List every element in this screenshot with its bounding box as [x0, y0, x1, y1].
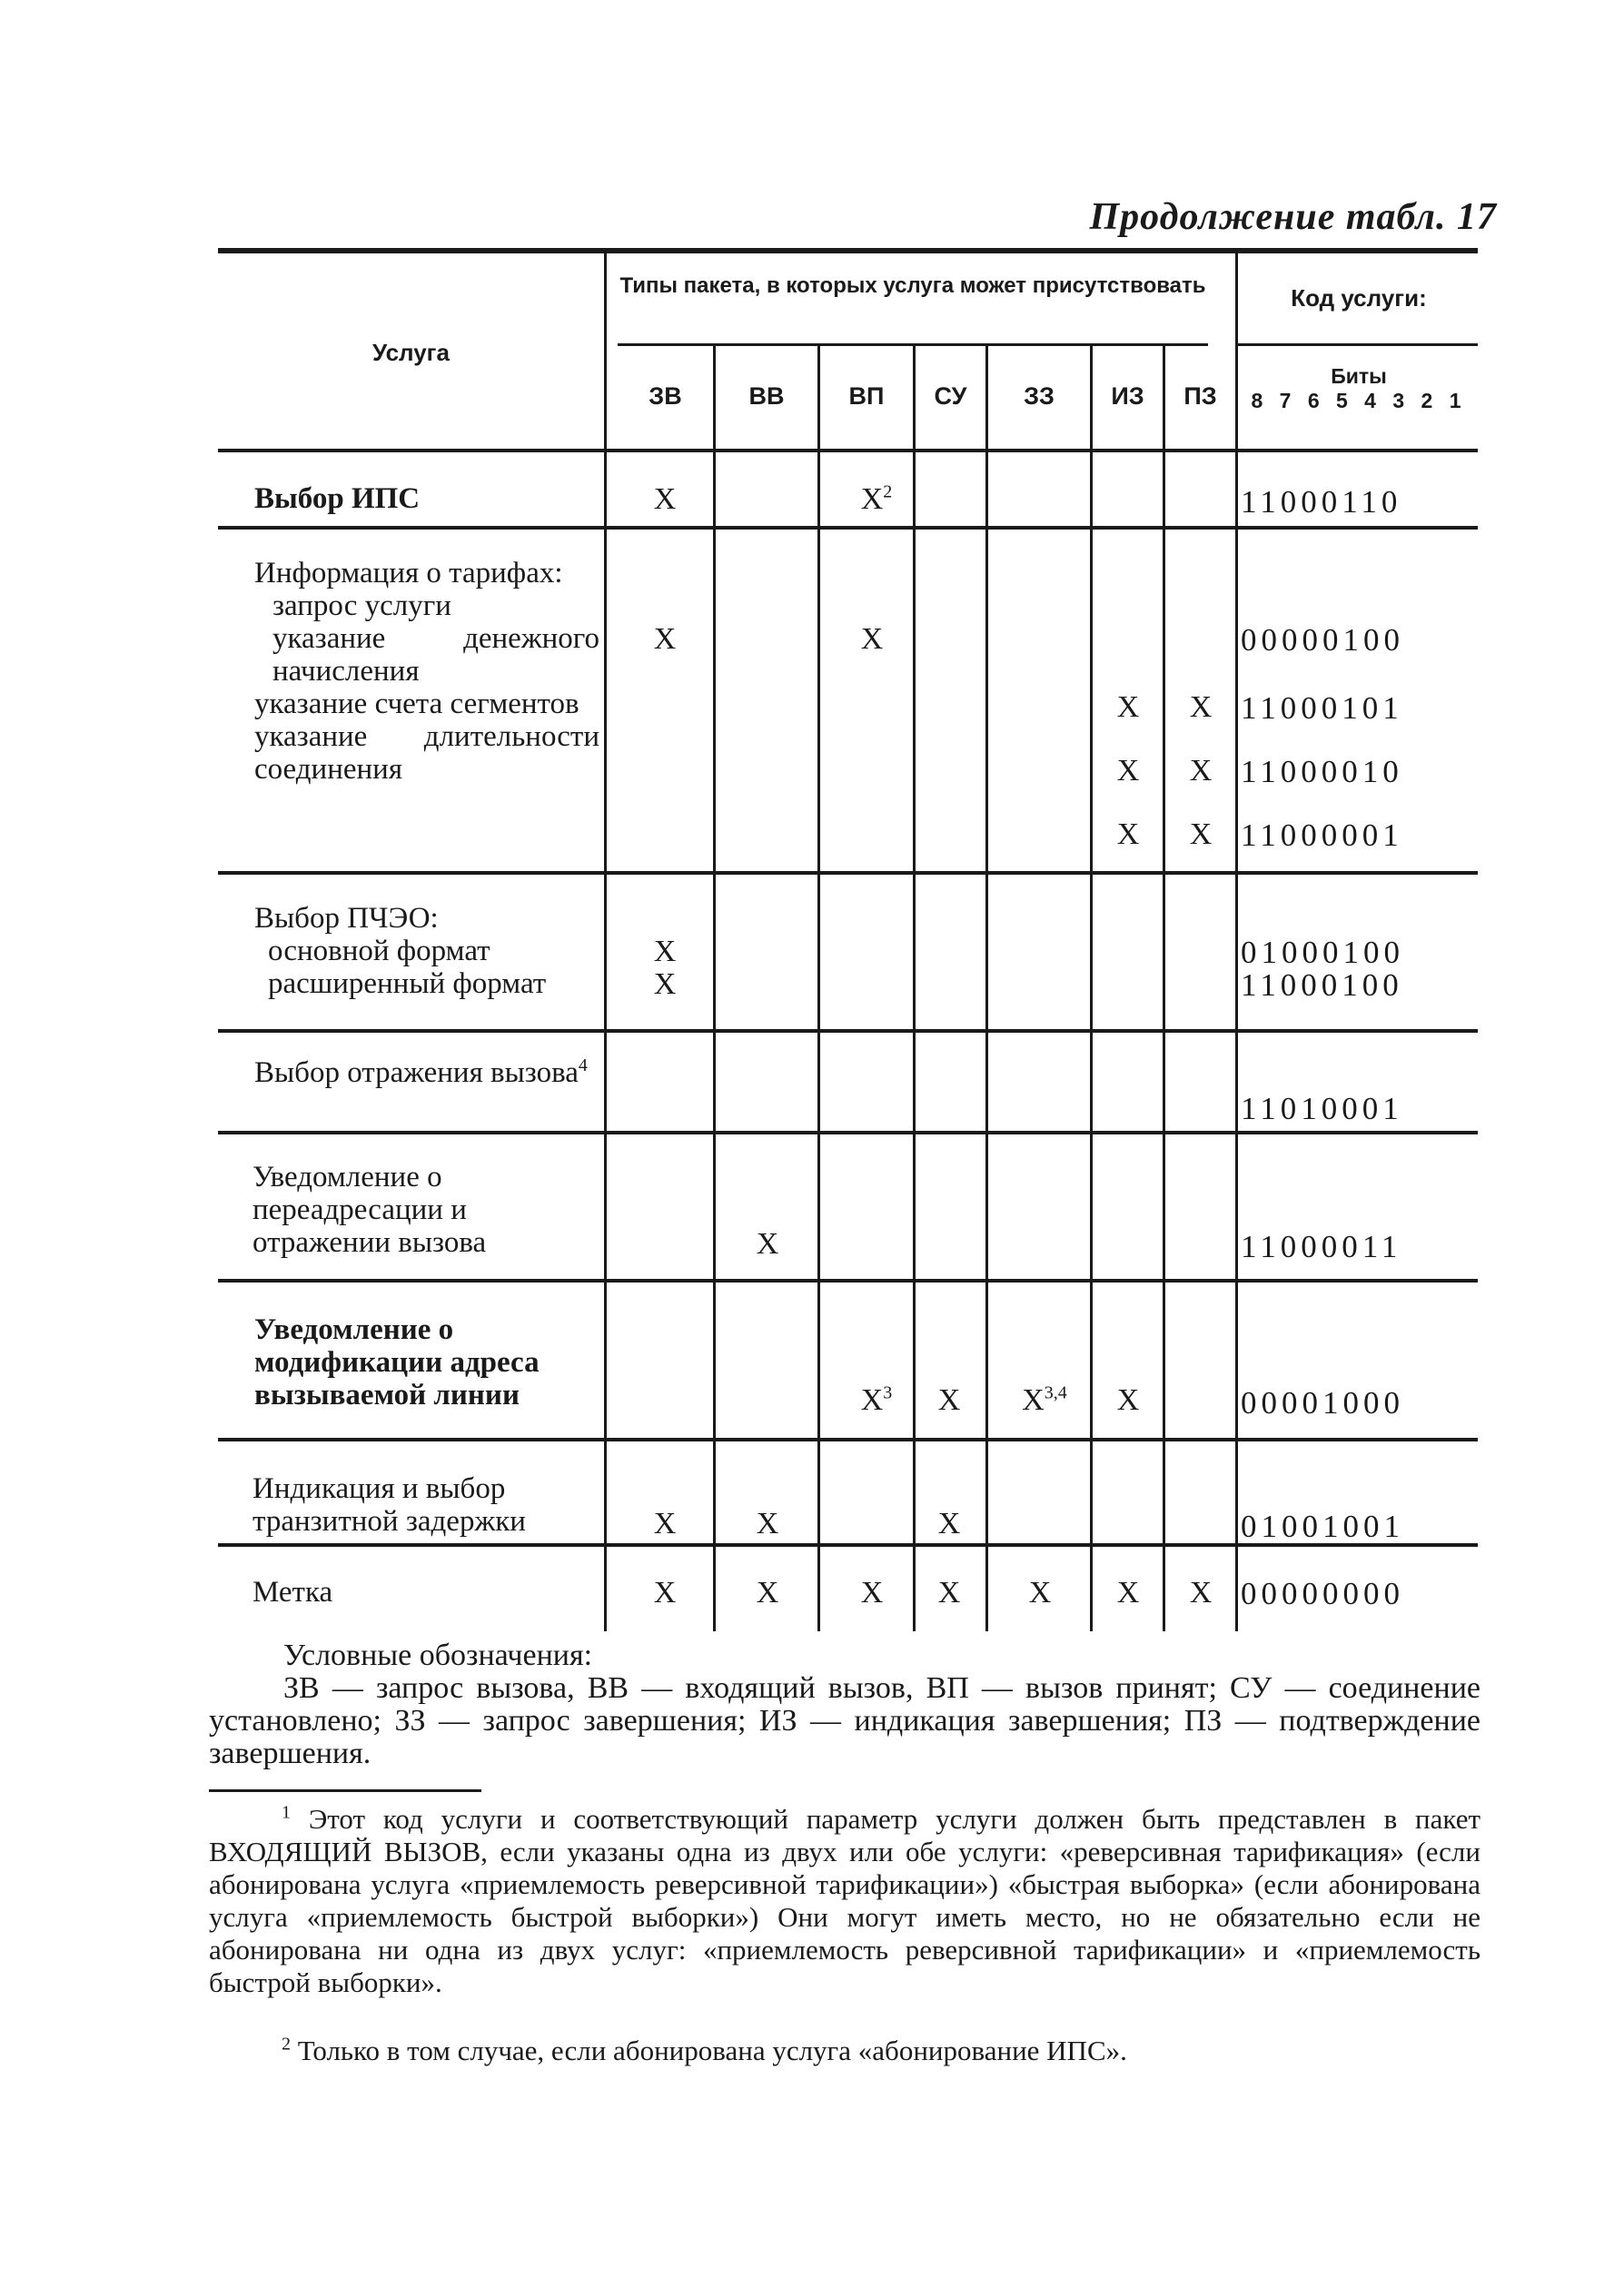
- mark-vp-text: X: [860, 1383, 884, 1417]
- table-row-label: [218, 1472, 599, 1538]
- row-rule: [218, 1438, 1478, 1441]
- footnote-number: 1: [282, 1802, 291, 1823]
- table-top-rule: [218, 248, 1478, 253]
- mark-su: X: [937, 1383, 961, 1417]
- service-code: 11000011: [1241, 1229, 1402, 1264]
- mark-vp-sup: 2: [883, 481, 893, 502]
- mark-iz: X: [1116, 754, 1140, 787]
- legend: [209, 1639, 1480, 1770]
- services-table: [218, 248, 1478, 1631]
- column-separator: [985, 346, 988, 1631]
- mark-pz: X: [1189, 754, 1213, 787]
- table-row-label: [218, 902, 599, 1000]
- service-name: Индикация и выбор транзитной задержки: [253, 1472, 526, 1538]
- header-service: Услуга: [372, 339, 450, 366]
- mark-zz: X: [1028, 1576, 1052, 1609]
- service-code: 00000000: [1241, 1576, 1404, 1611]
- col-header-iz: ИЗ: [1111, 382, 1144, 410]
- service-item: расширенный формат: [268, 967, 547, 1000]
- column-separator: [713, 346, 716, 1631]
- row-rule: [218, 1279, 1478, 1283]
- col-header-zz: ЗЗ: [1024, 382, 1055, 410]
- mark-zz-text: X: [1022, 1383, 1045, 1417]
- bits-label: Биты: [1331, 364, 1387, 388]
- service-item: указание длительности соединения: [254, 720, 599, 786]
- service-code: 11000101: [1241, 690, 1403, 726]
- service-item: запрос услуги: [272, 589, 451, 622]
- table-row-label: [218, 1056, 599, 1089]
- legend-text: ЗВ — запрос вызова, ВВ — входящий вызов, ВП — вызов принят; СУ — соединение установлено; ЗЗ — запрос завершения; ИЗ — индикация завершения; ПЗ — подтверждение завершения.: [209, 1671, 1480, 1770]
- mark-pz: X: [1189, 1576, 1213, 1609]
- mark-zz: [1008, 1383, 1081, 1418]
- table-row-label: [218, 1161, 599, 1259]
- mark-iz: X: [1116, 1383, 1140, 1417]
- service-code: 11010001: [1241, 1091, 1403, 1126]
- column-separator: [1090, 346, 1093, 1631]
- mark-iz: X: [1116, 817, 1140, 851]
- service-name: Уведомление о переадресации и отражении вызова: [253, 1161, 487, 1259]
- column-separator: [604, 248, 607, 1631]
- header-packet-types: Типы пакета, в которых услуга может присутствовать: [619, 273, 1206, 298]
- table-row-label: [218, 1576, 634, 1609]
- footnote-text: Этот код услуги и соответствующий параметр услуги должен быть представлен в пакет ВХОДЯЩИЙ ВЫЗОВ, если указаны одна из двух или обе услуги: «реверсивная тарификация» (если абонирована услуга «приемлемость реверсивной тарификации») «быстрая выборка» (если абонирована услуга «приемлемость быстрой выборки») Они могут иметь место, но не обязательно если не абонирована ни одна из двух услуг: «приемлемость реверсивной тарификации» и «приемлемость быстрой выборки».: [209, 1803, 1480, 1998]
- column-separator: [817, 346, 820, 1631]
- service-name: Выбор отражения вызова: [254, 1056, 579, 1089]
- mark-vv: X: [756, 1576, 779, 1609]
- service-name: Выбор ИПС: [254, 482, 421, 515]
- mark-zv: X: [653, 935, 677, 968]
- row-rule: [218, 1131, 1478, 1134]
- col-header-zv: ЗВ: [649, 382, 682, 410]
- service-item: основной формат: [268, 935, 490, 967]
- table-row-label: [218, 1313, 599, 1411]
- mark-vp: X: [860, 622, 884, 656]
- mark-su: X: [937, 1576, 961, 1609]
- service-item: указание денежного начисления: [272, 622, 599, 688]
- service-name: Информация о тарифах:: [254, 557, 563, 589]
- mark-zv: X: [653, 967, 677, 1001]
- header-bottom-rule: [218, 449, 1478, 452]
- service-code: 00001000: [1241, 1385, 1404, 1421]
- service-code: 01000100: [1241, 935, 1404, 970]
- service-code: 01001001: [1241, 1509, 1404, 1544]
- col-header-pz: ПЗ: [1183, 382, 1217, 410]
- footnote-separator: [209, 1789, 481, 1792]
- service-code: 11000010: [1241, 754, 1403, 789]
- table-row-label: [218, 482, 599, 515]
- mark-zv: X: [653, 482, 677, 516]
- mark-vp: [845, 1383, 908, 1418]
- mark-zv: X: [653, 622, 677, 656]
- service-code: 11000100: [1241, 967, 1403, 1003]
- col-header-su: СУ: [934, 382, 967, 410]
- footnote-number: 2: [282, 2034, 291, 2055]
- service-item: указание счета сегментов: [254, 688, 579, 720]
- header-bits: [1240, 364, 1478, 413]
- row-rule: [218, 871, 1478, 875]
- service-code: 11000001: [1241, 817, 1403, 853]
- service-code: 00000100: [1241, 622, 1404, 658]
- service-name: Выбор ПЧЭО:: [254, 902, 439, 935]
- footnote-2: [209, 2035, 1480, 2067]
- mark-zv: X: [653, 1576, 677, 1609]
- service-name: Уведомление о модификации адреса вызываемой линии: [254, 1313, 540, 1411]
- legend-title: Условные обозначения:: [283, 1639, 593, 1672]
- mark-iz: X: [1116, 690, 1140, 724]
- column-separator: [1163, 346, 1165, 1631]
- footnote-1: [209, 1803, 1480, 1999]
- column-separator: [1235, 248, 1238, 1631]
- mark-vv: X: [756, 1507, 779, 1540]
- service-name: Метка: [253, 1576, 333, 1609]
- mark-zz-sup: 3,4: [1044, 1382, 1067, 1403]
- service-code: 11000110: [1241, 484, 1402, 520]
- mark-su: X: [937, 1507, 961, 1540]
- code-subheader-rule: [1238, 343, 1478, 346]
- mark-iz: X: [1116, 1576, 1140, 1609]
- column-separator: [913, 346, 916, 1631]
- mark-vp-text: X: [860, 482, 884, 516]
- table-continuation-caption: Продолжение табл. 17: [1089, 196, 1497, 238]
- mark-vp: X: [860, 1576, 884, 1609]
- row-rule: [218, 1029, 1478, 1033]
- mark-pz: X: [1189, 690, 1213, 724]
- mark-vp-sup: 3: [883, 1382, 893, 1403]
- mark-vv: X: [756, 1227, 779, 1261]
- table-row-label: [218, 557, 599, 786]
- mark-pz: X: [1189, 817, 1213, 851]
- row-rule: [218, 526, 1478, 530]
- service-name-sup: 4: [578, 1055, 588, 1075]
- col-header-vv: ВВ: [748, 382, 785, 410]
- col-header-vp: ВП: [848, 382, 885, 410]
- mark-vp: [845, 482, 908, 517]
- mark-zv: X: [653, 1507, 677, 1540]
- footnote-text: Только в том случае, если абонирована услуга «абонирование ИПС».: [297, 2035, 1127, 2066]
- header-code: Код услуги:: [1291, 284, 1427, 312]
- bits-order: 8 7 6 5 4 3 2 1: [1251, 389, 1467, 412]
